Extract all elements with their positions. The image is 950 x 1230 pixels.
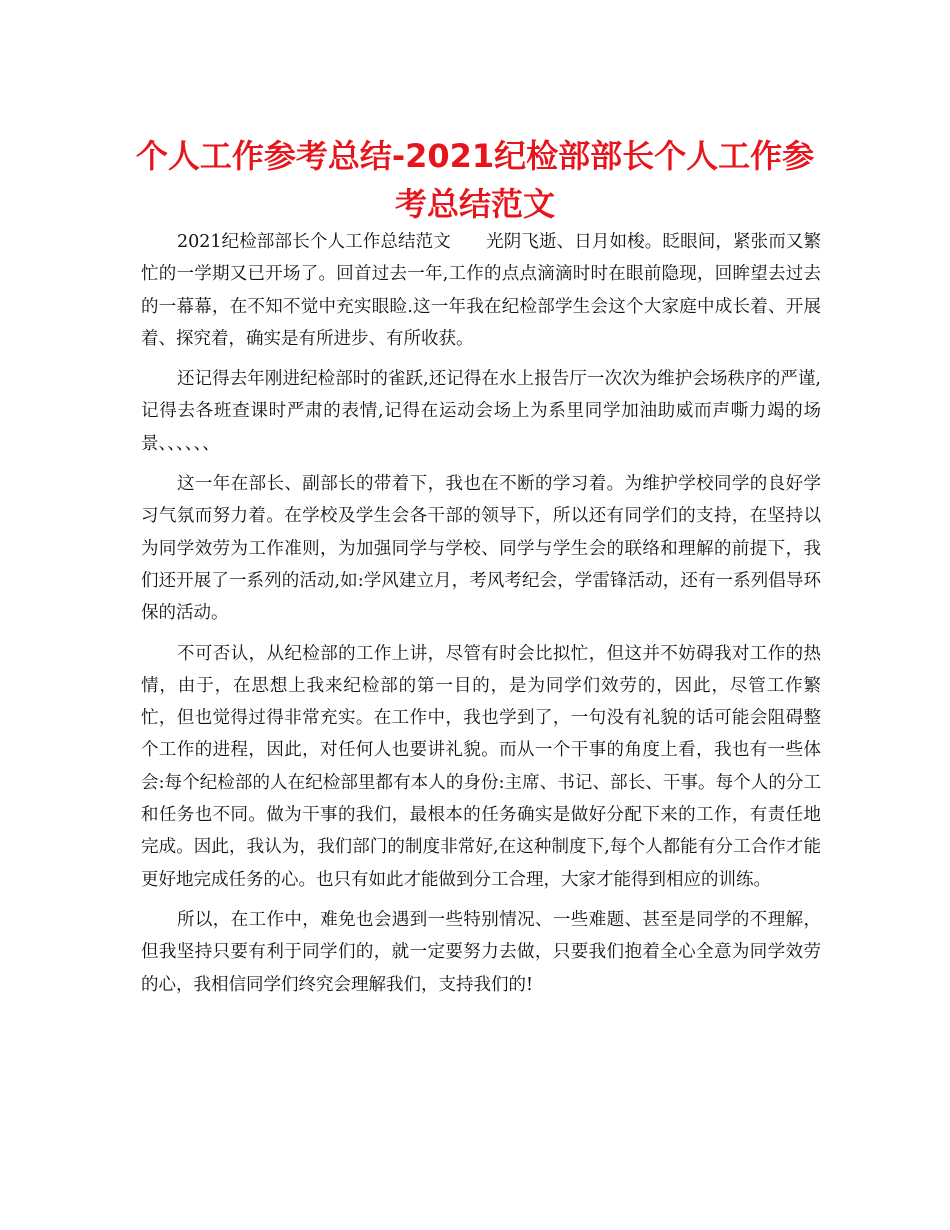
paragraph-3: 这一年在部长、副部长的带着下，我也在不断的学习着。为维护学校同学的良好学习气氛而努力着。在学校及学生会各干部的领导下，所以还有同学们的支持，在坚持以为同学效劳为工作准则，为加强同学与学校、同学与学生会的联络和理解的前提下，我们还开展了一系列的活动,如:学风建立月，考风考纪会，学雷锋活动，还有一系列倡导环保的活动。 [141,474,821,624]
document-body [141,226,821,1009]
document-title: 个人工作参考总结-2021纪检部部长个人工作参考总结范文 [135,137,815,223]
paragraph-1: 2021纪检部部长个人工作总结范文 光阴飞逝、日月如梭。眨眼间，紧张而又繁忙的一学期又已开场了。回首过去一年,工作的点点滴滴时时在眼前隐现，回眸望去过去的一幕幕，在不知不觉中充实眼睑.这一年我在纪检部学生会这个大家庭中成长着、开展着、探究着，确实是有所进步、有所收获。 [141,232,821,349]
paragraph-2: 还记得去年刚进纪检部时的雀跃,还记得在水上报告厅一次次为维护会场秩序的严谨,记得去各班查课时严肃的表情,记得在运动会场上为系里同学加油助威而声嘶力竭的场景、、、、、、 [141,369,821,454]
paragraph-4: 不可否认，从纪检部的工作上讲，尽管有时会比拟忙，但这并不妨碍我对工作的热情，由于，在思想上我来纪检部的第一目的，是为同学们效劳的，因此，尽管工作繁忙，但也觉得过得非常充实。在工作中，我也学到了，一句没有礼貌的话可能会阻碍整个工作的进程，因此，对任何人也要讲礼貌。而从一个干事的角度上看，我也有一些体会:每个纪检部的人在纪检部里都有本人的身份:主席、书记、部长、干事。每个人的分工和任务也不同。做为干事的我们，最根本的任务确实是做好分配下来的工作，有责任地完成。因此，我认为，我们部门的制度非常好,在这种制度下,每个人都能有分工合作才能更好地完成任务的心。也只有如此才能做到分工合理，大家才能得到相应的训练。 [141,643,821,890]
paragraph-5: 所以，在工作中，难免也会遇到一些特别情况、一些难题、甚至是同学的不理解，但我坚持只要有利于同学们的，就一定要努力去做，只要我们抱着全心全意为同学效劳的心，我相信同学们终究会理解我们，支持我们的! [141,909,821,995]
